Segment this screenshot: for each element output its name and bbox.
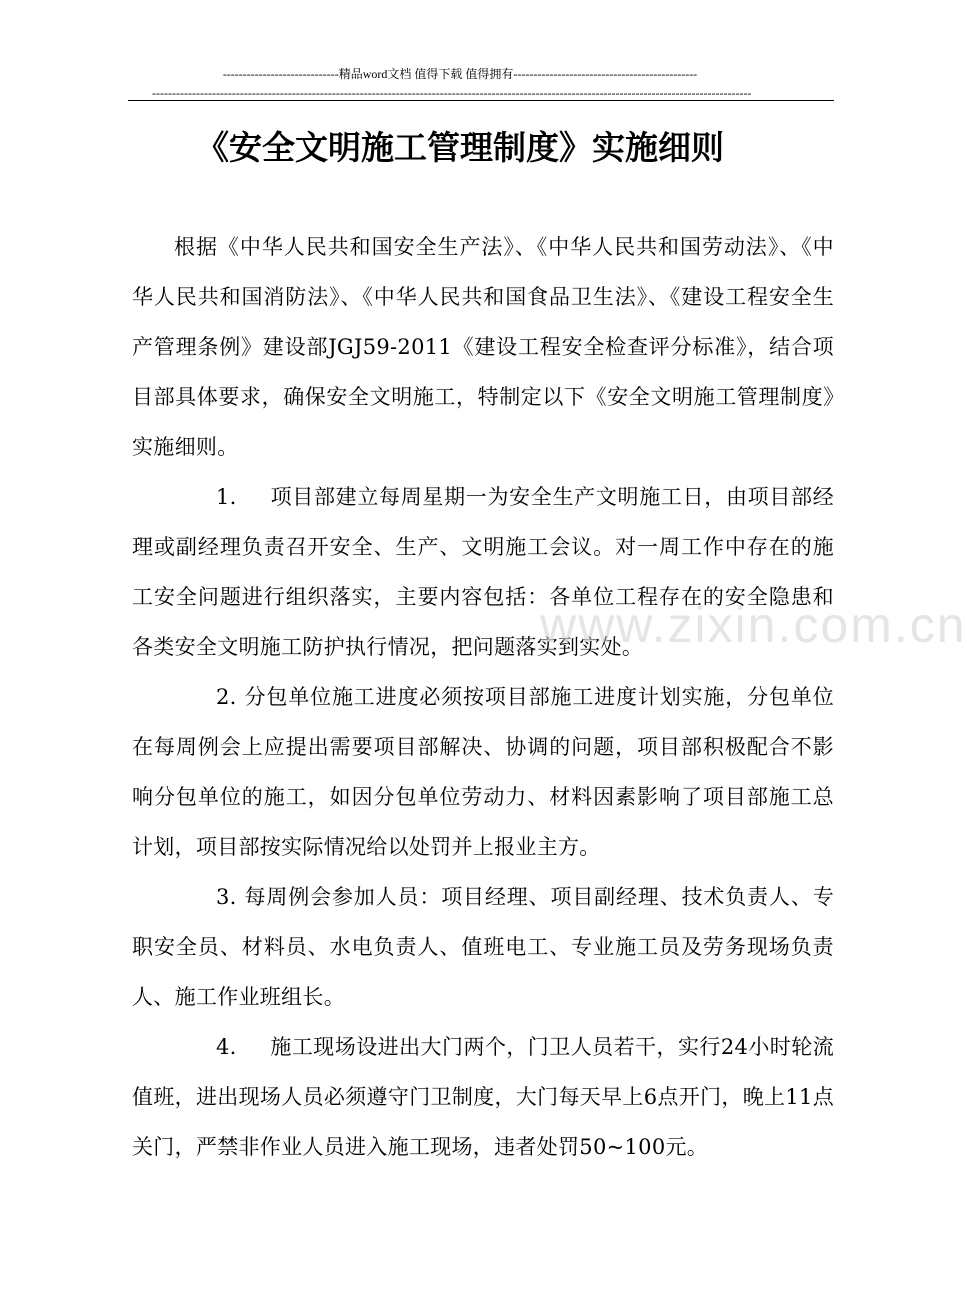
paragraph-text: 每周例会参加人员：项目经理、项目副经理、技术负责人、专职安全员、材料员、水电负责人、值班电工、专业施工员及劳务现场负责人、施工作业班组长。 [132,885,834,1009]
page-header-dashes: ------------------------------------------------------------------------------------------------------------------------------------------------------ [152,86,752,100]
watermark: www.zixin.com.cn [540,597,967,653]
clause-paragraph [132,472,834,672]
paragraph-text: 根据《中华人民共和国安全生产法》、《中华人民共和国劳动法》、《中华人民共和国消防法》、《中华人民共和国食品卫生法》、《建设工程安全生产管理条例》建设部JGJ59-2011《建设工程安全检查评分标准》，结合项目部具体要求，确保安全文明施工，特制定以下《安全文明施工管理制度》实施细则。 [132,235,834,459]
header-divider [128,100,834,101]
clause-paragraph [132,872,834,1022]
document-title: 《安全文明施工管理制度》实施细则 [196,128,724,167]
clause-number: 3. [216,885,237,909]
clause-number: 4. [216,1035,237,1059]
document-body [132,222,834,1172]
paragraph-text: 分包单位施工进度必须按项目部施工进度计划实施，分包单位在每周例会上应提出需要项目部解决、协调的问题，项目部积极配合不影响分包单位的施工，如因分包单位劳动力、材料因素影响了项目部施工总计划，项目部按实际情况给以处罚并上报业主方。 [132,685,834,859]
page-header-banner: -----------------------------精品word文档 值得下载 值得拥有---------------------------------------------- [222,67,698,81]
clause-paragraph [132,672,834,872]
paragraph-text: 施工现场设进出大门两个，门卫人员若干，实行24小时轮流值班，进出现场人员必须遵守门卫制度，大门每天早上6点开门，晚上11点关门，严禁非作业人员进入施工现场，违者处罚50~100元。 [132,1035,834,1159]
clause-number: 2. [216,685,237,709]
clause-paragraph [132,1022,834,1172]
intro-paragraph [132,222,834,472]
clause-number: 1. [216,485,237,509]
paragraph-text: 项目部建立每周星期一为安全生产文明施工日，由项目部经理或副经理负责召开安全、生产、文明施工会议。对一周工作中存在的施工安全问题进行组织落实，主要内容包括：各单位工程存在的安全隐患和各类安全文明施工防护执行情况，把问题落实到实处。 [132,485,834,659]
